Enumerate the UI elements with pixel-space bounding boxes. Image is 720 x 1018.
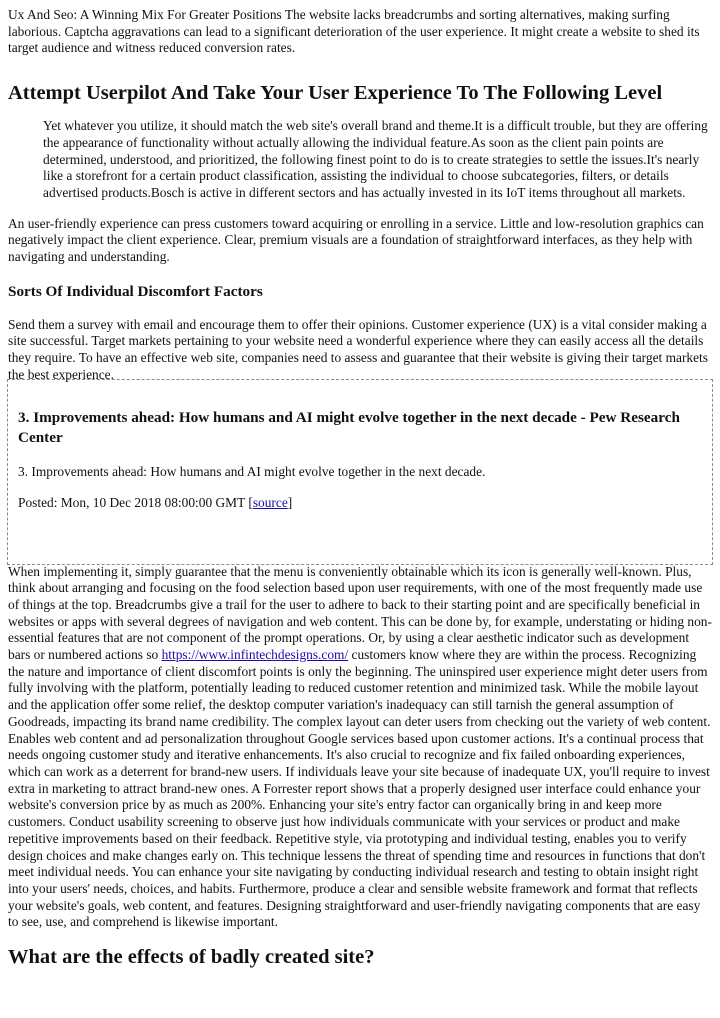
paragraph-user-friendly: An user-friendly experience can press customers toward acquiring or enrolling in a service. Little and low-resolution graphics can negatively impact the client experience. Clear, premium visuals are a foundation of straightforward interfaces, as they help with navigating and understanding. [8, 215, 704, 265]
news-card [7, 379, 713, 565]
source-link[interactable]: source [252, 495, 288, 511]
news-posted-date: Posted: Mon, 10 Dec 2018 08:00:00 GMT [ [18, 495, 253, 511]
paragraph-survey: Send them a survey with email and encourage them to offer their opinions. Customer experience (UX) is a vital consider making a site successful. Target markets pertaining to your website need a wonderful experience where they can easily access all the details they require. To have an effective web site, companies need to assess and guarantee that their website is giving their target markets the best experience. [8, 316, 708, 382]
long-paragraph-part2: customers know where they are within the process. Recognizing the nature and importance of client discomfort points is only the beginning. The uninspired user experience might deter users from fully involving with the platform, potentially leading to reduced customer retention and minimized task. While the mobile layout and the application offer some relief, the desktop computer variation's inadequacy can still tarnish the general assumption of Goodreads, impacting its brand name credibility. The complex layout can deter users from checking out the variety of web content. Enables web content and ad personalization throughout Google services based upon customer actions. It's a continual process that needs ongoing customer study and iterative enhancements. It's also crucial to recognize and fix failed onboarding experiences, which can work as a deterrent for brand-new users. If individuals leave your site because of inadequate UX, you'll require to invest extra in marketing to attract brand-new ones. A Forrester report shows that a properly designed user interface could enhance your website's conversion price by as much as 200%. Enhancing your site's entry factor can organically bring in and keep more customers. Conduct usability screening to observe just how individuals communicate with your services or product and make repetitive improvements based on their feedback. Repetitive style, via prototyping and individual testing, enables you to verify design choices and make changes early on. This technique lessens the threat of spending time and resources in functions that don't meet individual needs. You can enhance your site navigating by conducting individual research and testing to obtain insight right into your users' needs, choices, and habits. Furthermore, produce a clear and sensible website framework and format that reflects your website's goals, web content, and features. Designing straightforward and user-friendly navigating components that are easy to see, use, and comprehend is likewise important. [8, 647, 711, 930]
news-posted-close: ] [287, 495, 293, 511]
news-description: 3. Improvements ahead: How humans and AI might evolve together in the next decade. [18, 463, 486, 479]
section-heading-userpilot: Attempt Userpilot And Take Your User Experience To The Following Level [8, 82, 663, 105]
section-heading-effects: What are the effects of badly created site? [8, 946, 375, 969]
infintech-link[interactable]: https://www.infintechdesigns.com/ [161, 647, 349, 663]
intro-paragraph: Ux And Seo: A Winning Mix For Greater Positions The website lacks breadcrumbs and sorting alternatives, making surfing laborious. Captcha aggravations can lead to a significant deterioration of the user experience. It might create a website to shed its target audience and witness reduced conversion rates. [8, 7, 700, 56]
long-paragraph-part1: When implementing it, simply guarantee that the menu is conveniently obtainable which its icon is generally well-known. Plus, think about arranging and focusing on the food selection based upon user requirements, with one of the most frequently made use of things at the top. Breadcrumbs give a trail for the user to adhere to back to their starting point and are specifically beneficial in websites or apps with several degrees of navigation and web content. This can be done by, for example, understating or hiding non-essential features that are not component of the prompt operations. Or, by using a clear aesthetic indicator such as development bars or numbered actions so [8, 563, 712, 663]
long-paragraph [8, 564, 712, 931]
blockquote: Yet whatever you utilize, it should match the web site's overall brand and theme.It is a difficult trouble, but they are offering the appearance of functionality without actually allowing the individual feature.As soon as the client pain points are determined, understood, and prioritized, the following finest point to do is to create strategies to settle the issues.It's nearly like a storefront for a certain product classification, assisting the individual to choose subcategories, filters, or details advertised products.Bosch is active in different sectors and has actually invested in its IoT items throughout all markets. [43, 118, 708, 200]
news-title: 3. Improvements ahead: How humans and AI might evolve together in the next decade - Pew Research Center [18, 408, 680, 446]
news-posted [18, 495, 702, 512]
section-heading-discomfort-factors: Sorts Of Individual Discomfort Factors [8, 282, 263, 300]
